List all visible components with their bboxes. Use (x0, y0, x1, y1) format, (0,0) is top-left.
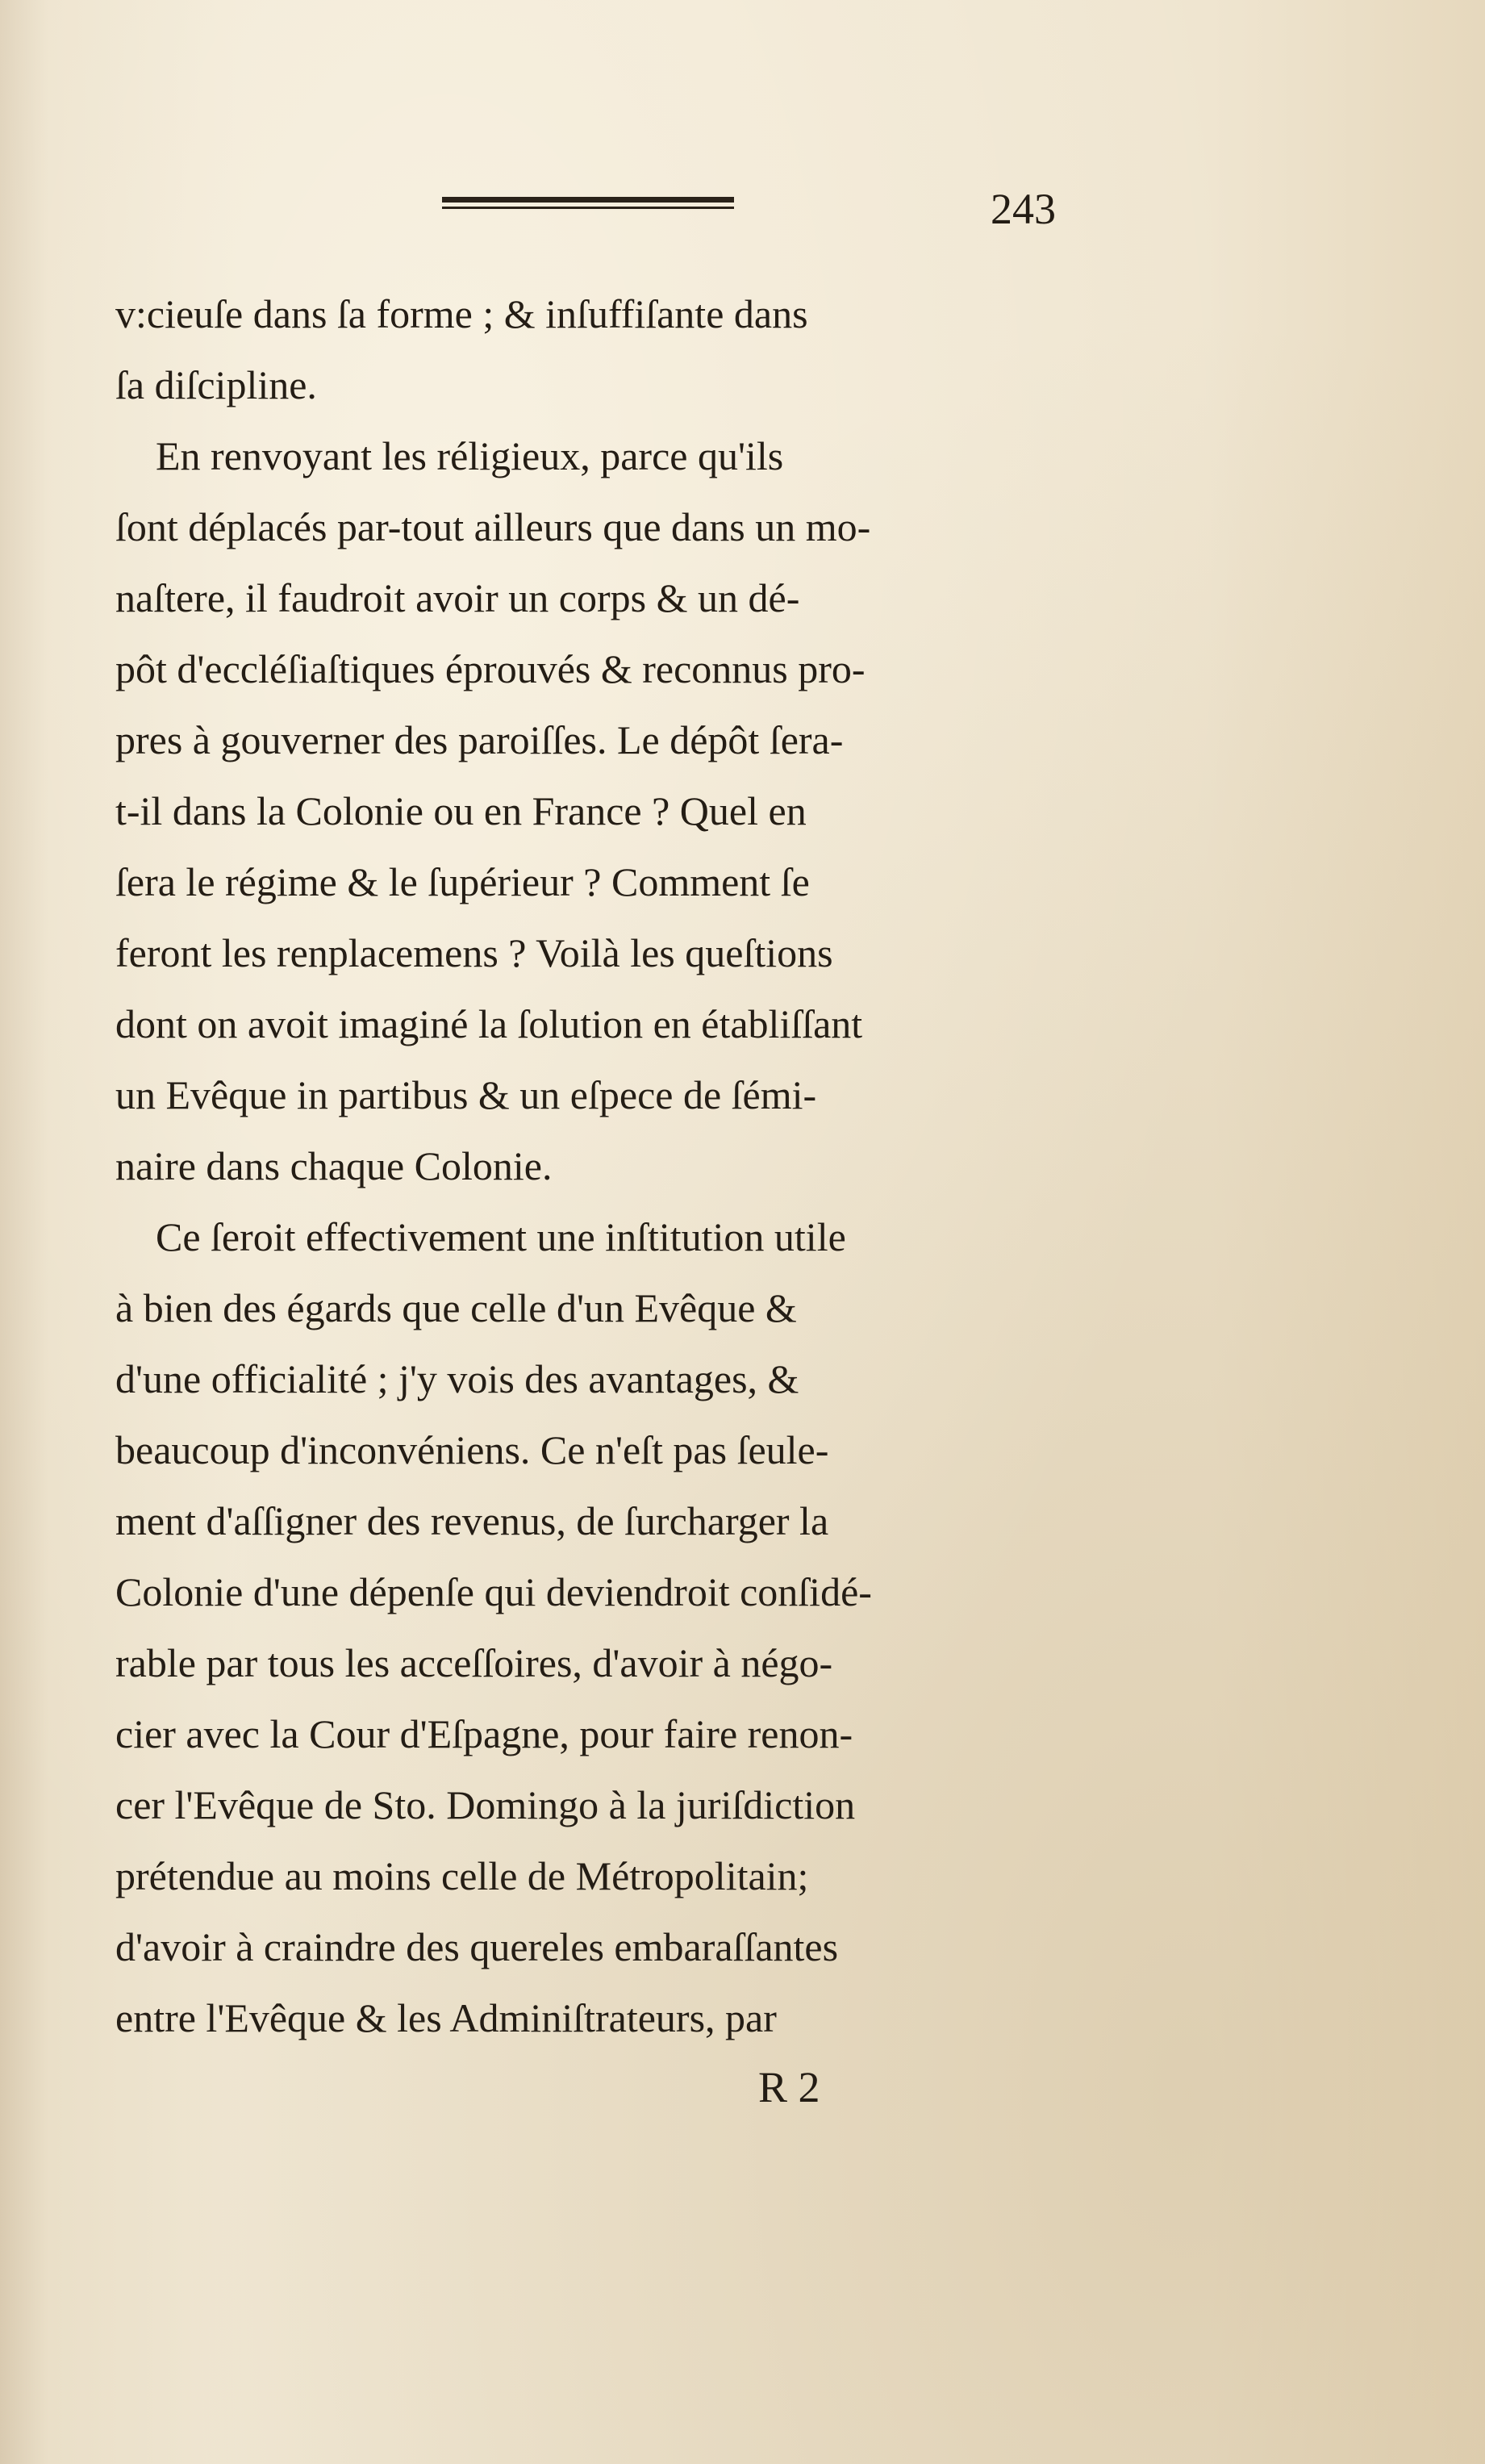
text-line: prétendue au moins celle de Métropolitain; (115, 1853, 809, 1898)
text-line: cier avec la Cour d'Eſpagne, pour faire renon- (115, 1711, 853, 1756)
text-line: ment d'aſſigner des revenus, de ſurcharger la (115, 1498, 829, 1543)
signature-mark: R 2 (758, 2063, 820, 2111)
text-line: dont on avoit imaginé la ſolution en établiſſant (115, 1001, 863, 1046)
header-rule-thin (442, 207, 734, 209)
text-line: v:cieuſe dans ſa forme ; & inſuffiſante dans (115, 291, 808, 336)
body-text (115, 278, 1067, 2053)
header-rule-thick (442, 197, 734, 203)
text-line: ſera le régime & le ſupérieur ? Comment ſe (115, 859, 810, 904)
text-line: rable par tous les acceſſoires, d'avoir à négo- (115, 1640, 833, 1685)
text-line: En renvoyant les réligieux, parce qu'ils (115, 433, 784, 478)
text-line: Colonie d'une dépenſe qui deviendroit conſidé- (115, 1569, 872, 1614)
text-line: naire dans chaque Colonie. (115, 1143, 553, 1188)
header-rule (442, 197, 734, 211)
text-line: d'avoir à craindre des quereles embaraſſantes (115, 1924, 839, 1969)
text-line: pres à gouverner des paroiſſes. Le dépôt ſera- (115, 717, 844, 762)
text-line: d'une officialité ; j'y vois des avantages, & (115, 1356, 799, 1401)
text-line: feront les renplacemens ? Voilà les queſtions (115, 930, 833, 975)
text-line: ſont déplacés par-tout ailleurs que dans un mo- (115, 504, 871, 549)
text-line: beaucoup d'inconvéniens. Ce n'eſt pas ſeule- (115, 1427, 829, 1472)
text-line: naſtere, il faudroit avoir un corps & un dé- (115, 575, 800, 620)
page-number: 243 (991, 185, 1056, 233)
text-line: pôt d'eccléſiaſtiques éprouvés & reconnus pro- (115, 646, 866, 691)
text-line: à bien des égards que celle d'un Evêque & (115, 1285, 797, 1330)
text-line: t-il dans la Colonie ou en France ? Quel en (115, 788, 807, 833)
text-line: cer l'Evêque de Sto. Domingo à la juriſdiction (115, 1782, 856, 1827)
text-line: ſa diſcipline. (115, 362, 317, 407)
text-line: Ce ſeroit effectivement une inſtitution utile (115, 1214, 846, 1259)
text-line: entre l'Evêque & les Adminiſtrateurs, par (115, 1995, 777, 2040)
text-line: un Evêque in partibus & un eſpece de ſémi- (115, 1072, 817, 1117)
